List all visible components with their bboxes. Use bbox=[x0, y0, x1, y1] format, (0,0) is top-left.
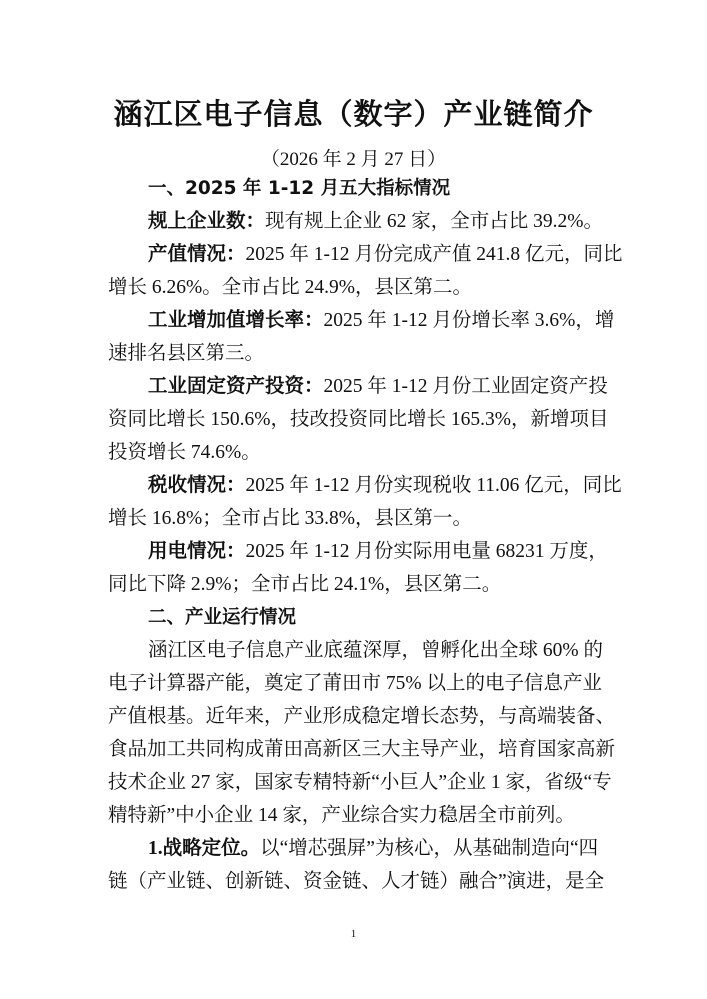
bold-lead: 工业固定资产投资： bbox=[148, 376, 324, 397]
line-text: 涵江区电子信息产业底蕴深厚，曾孵化出全球 60% 的 bbox=[148, 640, 603, 661]
text-line bbox=[108, 568, 598, 601]
text-line bbox=[108, 700, 616, 733]
document-date: （2026 年 2 月 27 日） bbox=[260, 149, 447, 170]
line-text: 同比下降 2.9%；全市占比 24.1%，县区第二。 bbox=[108, 574, 502, 595]
text-line bbox=[108, 766, 612, 799]
page-number: 1 bbox=[350, 928, 357, 940]
text-line bbox=[108, 403, 609, 436]
text-line bbox=[108, 502, 598, 535]
line-text: 2025 年 1-12 月份完成产值 241.8 亿元，同比 bbox=[245, 244, 623, 265]
bold-lead: 产值情况： bbox=[148, 244, 246, 265]
bold-lead: 1.战略定位。 bbox=[148, 838, 261, 859]
line-text: 增长 16.8%；全市占比 33.8%，县区第一。 bbox=[108, 508, 472, 529]
line-text: 投资增长 74.6%。 bbox=[108, 442, 261, 463]
text-line bbox=[108, 469, 622, 502]
line-text: 产值根基。近年来，产业形成稳定增长态势，与高端装备、 bbox=[108, 706, 616, 727]
line-text: 以“增芯强屏”为核心，从基础制造向“四 bbox=[260, 838, 599, 859]
text-line bbox=[108, 535, 608, 568]
document-body bbox=[108, 172, 623, 898]
line-text: 速排名县区第三。 bbox=[108, 343, 265, 364]
bold-lead: 二、产业运行情况 bbox=[148, 607, 297, 628]
line-text: 增长 6.26%。全市占比 24.9%，县区第二。 bbox=[108, 277, 472, 298]
text-line bbox=[108, 832, 598, 865]
section-heading bbox=[108, 172, 598, 205]
line-text: 技术企业 27 家，国家专精特新“小巨人”企业 1 家，省级“专 bbox=[108, 772, 612, 793]
line-text: 食品加工共同构成莆田高新区三大主导产业，培育国家高新 bbox=[108, 739, 616, 760]
text-line bbox=[108, 271, 598, 304]
line-text: 2025 年 1-12 月份增长率 3.6%，增 bbox=[323, 310, 615, 331]
text-line bbox=[108, 667, 602, 700]
text-line bbox=[108, 436, 598, 469]
line-text: 2025 年 1-12 月份工业固定资产投 bbox=[323, 376, 608, 397]
line-text: 资同比增长 150.6%，技改投资同比增长 165.3%，新增项目 bbox=[108, 409, 609, 430]
line-text: 电子计算器产能，奠定了莆田市 75% 以上的电子信息产业 bbox=[108, 673, 602, 694]
line-text: 2025 年 1-12 月份实际用电量 68231 万度， bbox=[245, 541, 608, 562]
line-text: 链（产业链、创新链、资金链、人才链）融合”演进，是全 bbox=[108, 871, 605, 892]
text-line bbox=[108, 865, 605, 898]
text-line bbox=[108, 733, 616, 766]
section-heading bbox=[108, 601, 598, 634]
text-line bbox=[108, 337, 598, 370]
line-text: 现有规上企业 62 家，全市占比 39.2%。 bbox=[265, 211, 604, 232]
text-line bbox=[108, 304, 615, 337]
line-text: 精特新”中小企业 14 家，产业综合实力稳居全市前列。 bbox=[108, 805, 575, 826]
text-line bbox=[108, 799, 598, 832]
text-line bbox=[108, 238, 623, 271]
bold-lead: 用电情况： bbox=[148, 541, 246, 562]
line-text: 2025 年 1-12 月份实现税收 11.06 亿元，同比 bbox=[245, 475, 622, 496]
document-title: 涵江区电子信息（数字）产业链简介 bbox=[113, 99, 594, 131]
bold-lead: 规上企业数： bbox=[148, 211, 266, 232]
text-line bbox=[108, 205, 604, 238]
text-line bbox=[108, 634, 603, 667]
bold-lead: 一、2025 年 1-12 月五大指标情况 bbox=[148, 178, 451, 199]
bold-lead: 工业增加值增长率： bbox=[148, 310, 324, 331]
bold-lead: 税收情况： bbox=[148, 475, 246, 496]
text-line bbox=[108, 370, 608, 403]
